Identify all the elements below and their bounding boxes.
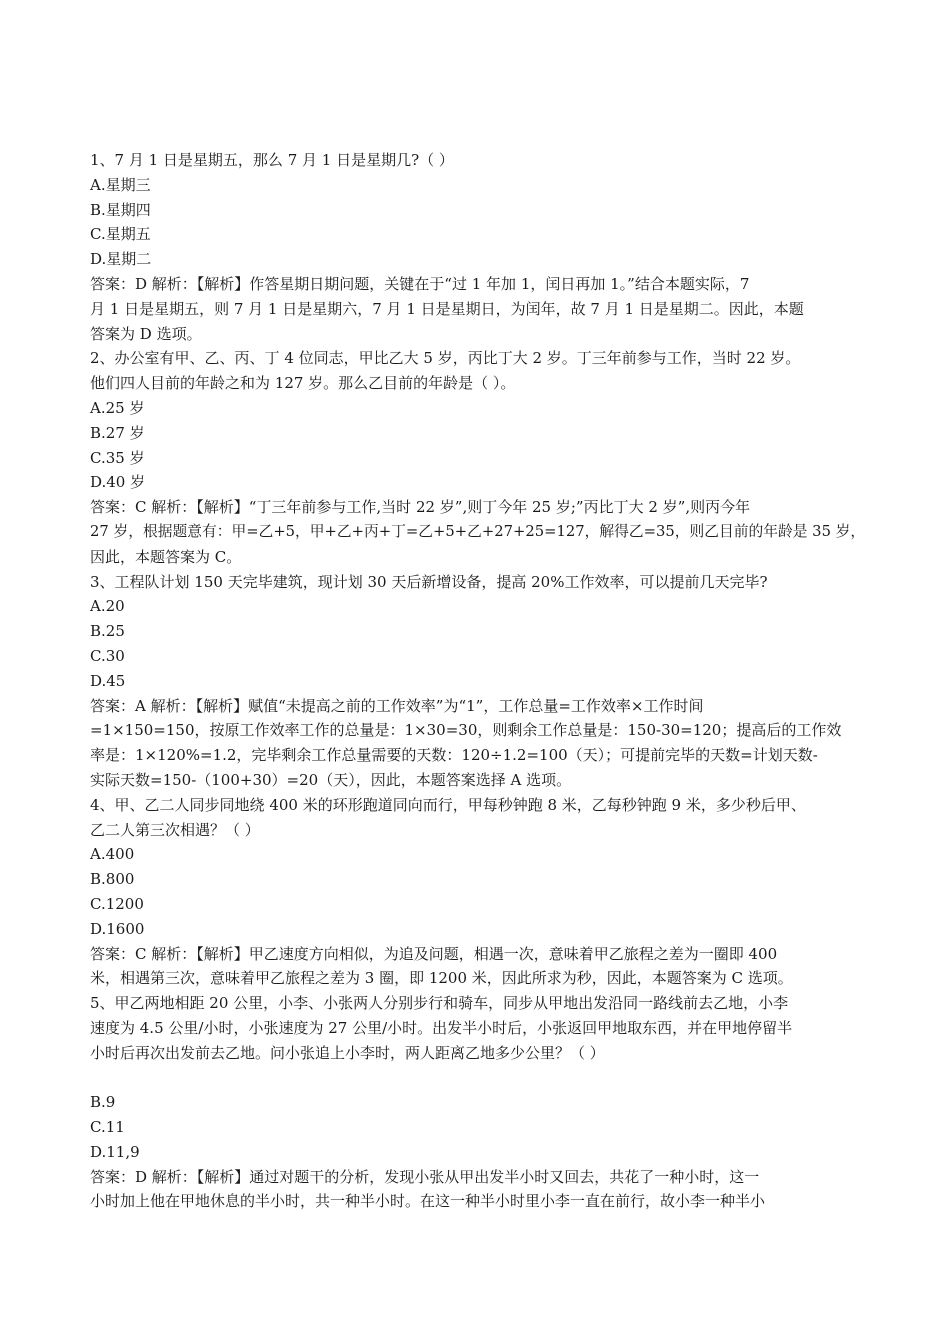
- question-2-option-b: B.27 岁: [90, 423, 145, 442]
- question-4: [90, 793, 868, 991]
- question-3-answer-line-2: =1×150=150，按原工作效率工作的总量是：1×30=30，则剩余工作总量是：150-30=120；提高后的工作效: [90, 721, 842, 740]
- question-1-option-d: D.星期二: [90, 250, 152, 269]
- question-1-option-b: B.星期四: [90, 200, 151, 219]
- question-2-stem-line-1: 2、办公室有甲、乙、丙、丁 4 位同志，甲比乙大 5 岁，丙比丁大 2 岁。丁三年前参与工作，当时 22 岁。: [90, 349, 801, 368]
- question-3-option-b: B.25: [90, 622, 125, 641]
- question-5-blank-line: [90, 1065, 868, 1090]
- question-4-option-c: C.1200: [90, 894, 144, 913]
- question-4-option-b: B.800: [90, 870, 135, 889]
- question-3-option-d: D.45: [90, 671, 126, 690]
- question-2-option-c: C.35 岁: [90, 448, 145, 467]
- question-2-option-d: D.40 岁: [90, 473, 146, 492]
- question-1-answer-line-1: 答案：D 解析：【解析】作答星期日期问题，关键在于“过 1 年加 1，闰日再加 1。”结合本题实际，7: [90, 274, 750, 293]
- question-3-answer-line-3: 率是：1×120%=1.2，完毕剩余工作总量需要的天数：120÷1.2=100（天）；可提前完毕的天数=计划天数-: [90, 746, 818, 765]
- question-3-answer-line-4: 实际天数=150-（100+30）=20（天），因此，本题答案选择 A 选项。: [90, 770, 572, 789]
- question-3-option-a: A.20: [90, 597, 125, 616]
- question-5-answer-line-1: 答案：D 解析：【解析】通过对题干的分析，发现小张从甲出发半小时又回去，共花了一种小时，这一: [90, 1167, 760, 1186]
- question-5: [90, 991, 868, 1214]
- question-2-answer-line-3: 因此，本题答案为 C。: [90, 547, 242, 566]
- question-1-option-c: C.星期五: [90, 225, 151, 244]
- question-5-stem-line-3: 小时后再次出发前去乙地。问小张追上小李时，两人距离乙地多少公里？（ ）: [90, 1043, 605, 1062]
- question-4-option-a: A.400: [90, 845, 135, 864]
- question-5-stem-line-2: 速度为 4.5 公里/小时，小张速度为 27 公里/小时。出发半小时后，小张返回甲地取东西，并在甲地停留半: [90, 1018, 793, 1037]
- question-5-answer-line-2: 小时加上他在甲地休息的半小时，共一种半小时。在这一种半小时里小李一直在前行，故小李一种半小: [90, 1192, 766, 1211]
- question-1-answer-line-2: 月 1 日是星期五，则 7 月 1 日是星期六，7 月 1 日是星期日，为闰年，故 7 月 1 日是星期二。因此，本题: [90, 299, 804, 318]
- question-3: [90, 570, 868, 793]
- document-body: [90, 148, 868, 1214]
- question-1-stem: 1、7 月 1 日是星期五，那么 7 月 1 日是星期几?（ ）: [90, 151, 454, 169]
- question-3-answer-line-1: 答案：A 解析：【解析】赋值“未提高之前的工作效率”为“1”，工作总量=工作效率×工作时间: [90, 696, 704, 715]
- question-2-stem-line-2: 他们四人目前的年龄之和为 127 岁。那么乙目前的年龄是（ ）。: [90, 374, 516, 393]
- question-4-option-d: D.1600: [90, 919, 145, 938]
- question-1-answer-line-3: 答案为 D 选项。: [90, 324, 202, 343]
- question-4-stem-line-1: 4、甲、乙二人同步同地绕 400 米的环形跑道同向而行，甲每秒钟跑 8 米，乙每秒钟跑 9 米，多少秒后甲、: [90, 795, 806, 814]
- question-5-option-c: C.11: [90, 1118, 125, 1137]
- question-2-answer-line-1: 答案：C 解析：【解析】“丁三年前参与工作,当时 22 岁”,则丁今年 25 岁;”丙比丁大 2 岁”,则丙今年: [90, 498, 751, 517]
- question-4-answer-line-2: 米，相遇第三次，意味着甲乙旅程之差为 3 圈，即 1200 米，因此所求为秒，因此，本题答案为 C 选项。: [90, 969, 793, 988]
- question-1: [90, 148, 868, 346]
- question-5-option-b: B.9: [90, 1093, 116, 1112]
- question-5-stem-line-1: 5、甲乙两地相距 20 公里，小李、小张两人分别步行和骑车，同步从甲地出发沿同一路线前去乙地，小李: [90, 994, 789, 1013]
- question-3-stem: 3、工程队计划 150 天完毕建筑，现计划 30 天后新增设备，提高 20%工作效率，可以提前几天完毕?: [90, 572, 768, 591]
- question-5-option-d: D.11,9: [90, 1142, 140, 1161]
- question-4-stem-line-2: 乙二人第三次相遇？（ ）: [90, 820, 260, 839]
- question-2-option-a: A.25 岁: [90, 398, 145, 417]
- question-2: [90, 346, 868, 569]
- question-1-option-a: A.星期三: [90, 175, 151, 194]
- question-4-answer-line-1: 答案：C 解析：【解析】甲乙速度方向相似，为追及问题，相遇一次，意味着甲乙旅程之差为一圈即 400: [90, 944, 778, 963]
- question-2-answer-line-2: 27 岁，根据题意有：甲=乙+5，甲+乙+丙+丁=乙+5+乙+27+25=127，解得乙=35，则乙目前的年龄是 35 岁，: [90, 522, 866, 540]
- question-3-option-c: C.30: [90, 646, 125, 665]
